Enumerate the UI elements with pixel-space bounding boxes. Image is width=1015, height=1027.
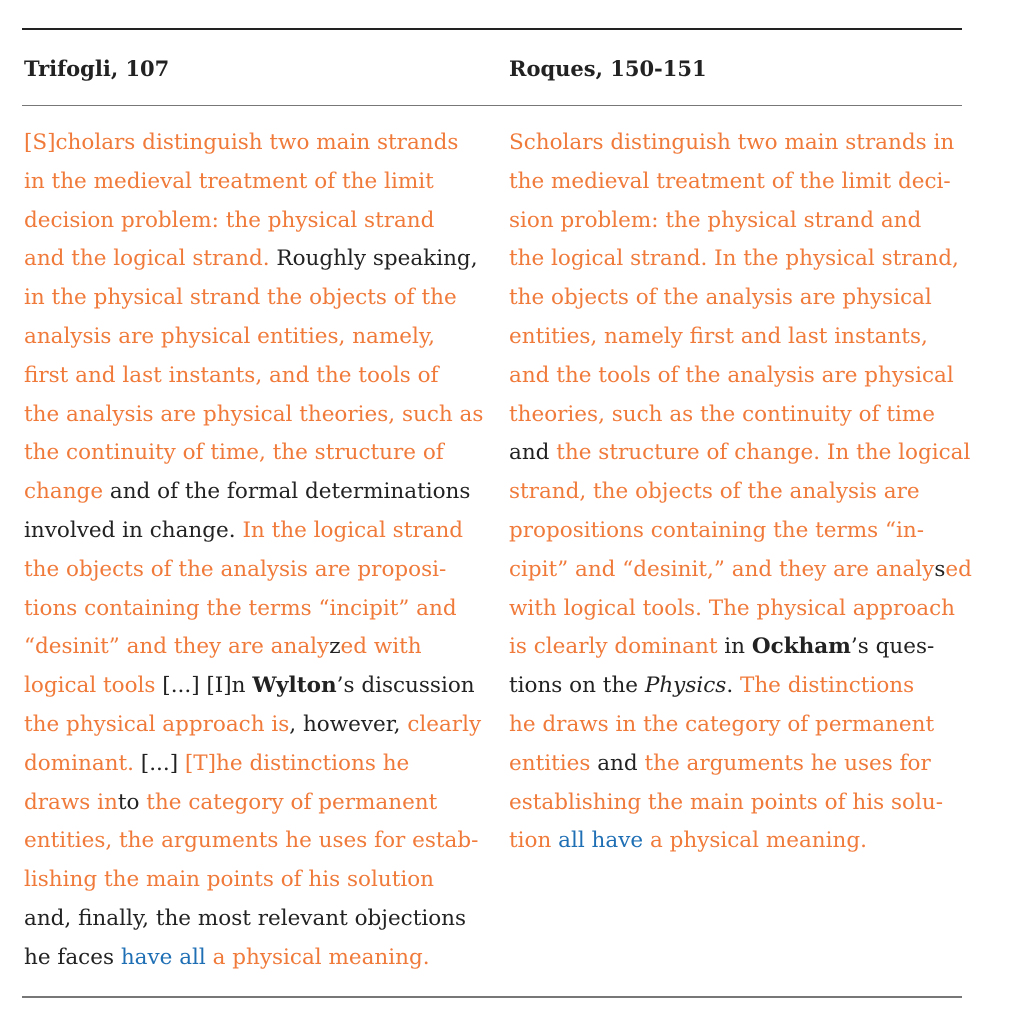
- trifogli-text-column: [24, 124, 484, 978]
- trifogli-text-segment: [S]cholars distinguish two main strands: [24, 130, 459, 155]
- trifogli-text-segment: lishing the main points of his solution: [24, 867, 435, 893]
- trifogli-text-segment: Wylton: [252, 673, 337, 699]
- roques-line: [509, 279, 964, 318]
- roques-line: [509, 240, 964, 279]
- trifogli-text-segment: entities, the arguments he uses for estab-: [24, 828, 479, 854]
- roques-text-segment: with logical tools. The physical approach: [509, 595, 955, 621]
- trifogli-line: [24, 512, 479, 551]
- trifogli-text-segment: the continuity of time, the structure of: [24, 440, 444, 466]
- trifogli-line: [24, 434, 479, 473]
- trifogli-text-segment: change: [24, 479, 104, 505]
- roques-text-segment: is clearly dominant: [509, 634, 718, 660]
- roques-line: [509, 512, 964, 551]
- trifogli-line: [24, 861, 479, 900]
- trifogli-text-segment: z: [329, 634, 341, 660]
- trifogli-text-segment: analysis are physical entities, namely,: [24, 323, 435, 349]
- roques-line: [509, 628, 964, 667]
- roques-line: [509, 551, 972, 590]
- trifogli-text-segment: have all: [120, 944, 206, 970]
- roques-text-segment: strand, the objects of the analysis are: [509, 479, 920, 505]
- roques-line: [509, 357, 964, 396]
- roques-text-segment: theories, such as the continuity of time: [509, 401, 935, 427]
- roques-text-segment: in: [717, 634, 752, 660]
- trifogli-line: [24, 163, 479, 202]
- roques-line: [509, 434, 971, 473]
- trifogli-text-segment: he faces: [24, 944, 121, 970]
- trifogli-text-segment: and the logical strand.: [24, 246, 270, 272]
- trifogli-text-segment: the physical approach is: [24, 711, 290, 737]
- trifogli-text-segment: tions containing the terms “incipit” and: [24, 595, 457, 621]
- trifogli-line: [24, 900, 479, 939]
- trifogli-text-segment: draws in: [24, 789, 118, 815]
- trifogli-line: [24, 473, 479, 512]
- roques-text-segment: Scholars distinguish two main strands in: [509, 130, 955, 155]
- trifogli-line: [24, 240, 479, 279]
- roques-line: [509, 784, 964, 823]
- roques-text-segment: ed: [945, 556, 972, 582]
- roques-text-segment: s: [934, 556, 946, 582]
- trifogli-text-segment: and, finally, the most relevant objections: [24, 905, 467, 931]
- roques-text-segment: entities, namely first and last instants,: [509, 323, 928, 349]
- trifogli-text-segment: ’s discussion: [336, 673, 475, 699]
- roques-text-segment: the logical strand. In the physical strand,: [509, 246, 959, 272]
- roques-line: [509, 396, 964, 435]
- trifogli-line: [24, 357, 479, 396]
- trifogli-text-segment: in the medieval treatment of the limit: [24, 168, 434, 194]
- trifogli-line: [24, 590, 479, 629]
- roques-text-segment: sion problem: the physical strand and: [509, 207, 922, 233]
- roques-line: [509, 473, 964, 512]
- trifogli-line: [24, 279, 479, 318]
- roques-text-segment: cipit” and “desinit,” and they are analy: [509, 556, 935, 582]
- trifogli-line: [24, 124, 479, 163]
- roques-line: [509, 745, 964, 784]
- roques-text-segment: Ockham: [751, 634, 851, 660]
- trifogli-text-segment: ed with: [340, 634, 422, 660]
- trifogli-text-segment: In the logical strand: [242, 517, 464, 543]
- trifogli-text-segment: to: [117, 789, 147, 815]
- roques-text-segment: he draws in the category of permanent: [509, 711, 935, 737]
- roques-line: [509, 590, 964, 629]
- roques-text-segment: tions on the: [509, 673, 645, 699]
- trifogli-line: [24, 822, 479, 861]
- roques-line: [509, 822, 964, 861]
- trifogli-line: [24, 706, 482, 745]
- trifogli-line: [24, 939, 479, 978]
- roques-text-segment: The distinctions: [739, 673, 915, 699]
- trifogli-text-segment: dominant.: [24, 750, 134, 776]
- roques-text-segment: ’s ques-: [850, 634, 935, 660]
- trifogli-line: [24, 784, 479, 823]
- roques-text-segment: and the tools of the analysis are physical: [509, 362, 954, 388]
- roques-line: [509, 202, 964, 241]
- trifogli-text-segment: decision problem: the physical strand: [24, 207, 435, 233]
- roques-text-segment: .: [726, 673, 740, 699]
- trifogli-text-segment: logical tools: [24, 673, 156, 699]
- trifogli-text-segment: clearly: [407, 711, 482, 737]
- roques-text-segment: the objects of the analysis are physical: [509, 285, 932, 311]
- roques-text-segment: the medieval treatment of the limit deci-: [509, 168, 951, 194]
- header-divider: [22, 105, 962, 106]
- trifogli-text-segment: the analysis are physical theories, such as: [24, 401, 484, 427]
- roques-text-segment: a physical meaning.: [643, 828, 867, 854]
- roques-line: [509, 706, 964, 745]
- trifogli-text-segment: in the physical strand the objects of the: [24, 285, 457, 311]
- roques-text-segment: establishing the main points of his solu-: [509, 789, 943, 815]
- trifogli-text-segment: Roughly speaking,: [269, 246, 478, 272]
- roques-text-segment: and: [590, 750, 645, 776]
- roques-text-segment: the structure of change. In the logical: [556, 440, 971, 466]
- roques-text-segment: entities: [509, 750, 591, 776]
- trifogli-line: [24, 396, 484, 435]
- roques-text-segment: and: [509, 440, 557, 466]
- trifogli-text-segment: [...]: [133, 750, 185, 776]
- trifogli-text-segment: involved in change.: [24, 517, 243, 543]
- roques-text-column: [509, 124, 972, 861]
- table-top-rule: [22, 28, 962, 30]
- roques-line: [509, 667, 964, 706]
- roques-text-segment: propositions containing the terms “in-: [509, 517, 925, 543]
- trifogli-text-segment: a physical meaning.: [205, 944, 430, 970]
- right-column-header: Roques, 150-151: [509, 56, 707, 81]
- roques-line: [509, 163, 964, 202]
- trifogli-text-segment: “desinit” and they are analy: [24, 634, 330, 660]
- trifogli-text-segment: the category of permanent: [146, 789, 438, 815]
- roques-text-segment: all have: [558, 828, 644, 854]
- trifogli-text-segment: the objects of the analysis are proposi-: [24, 556, 447, 582]
- trifogli-line: [24, 318, 479, 357]
- roques-line: [509, 318, 964, 357]
- trifogli-text-segment: [T]he distinctions he: [184, 750, 410, 776]
- table-bottom-rule: [22, 996, 962, 998]
- roques-line: [509, 124, 964, 163]
- roques-text-segment: Physics: [644, 673, 727, 699]
- trifogli-line: [24, 551, 479, 590]
- roques-text-segment: tion: [509, 828, 559, 854]
- trifogli-text-segment: and of the formal determinations: [103, 479, 471, 505]
- trifogli-line: [24, 667, 479, 706]
- trifogli-text-segment: , however,: [289, 711, 408, 737]
- trifogli-line: [24, 202, 479, 241]
- roques-text-segment: the arguments he uses for: [644, 750, 931, 776]
- left-column-header: Trifogli, 107: [24, 56, 170, 81]
- trifogli-line: [24, 745, 479, 784]
- trifogli-text-segment: first and last instants, and the tools of: [24, 362, 439, 388]
- trifogli-line: [24, 628, 479, 667]
- trifogli-text-segment: [...] [I]n: [155, 673, 253, 699]
